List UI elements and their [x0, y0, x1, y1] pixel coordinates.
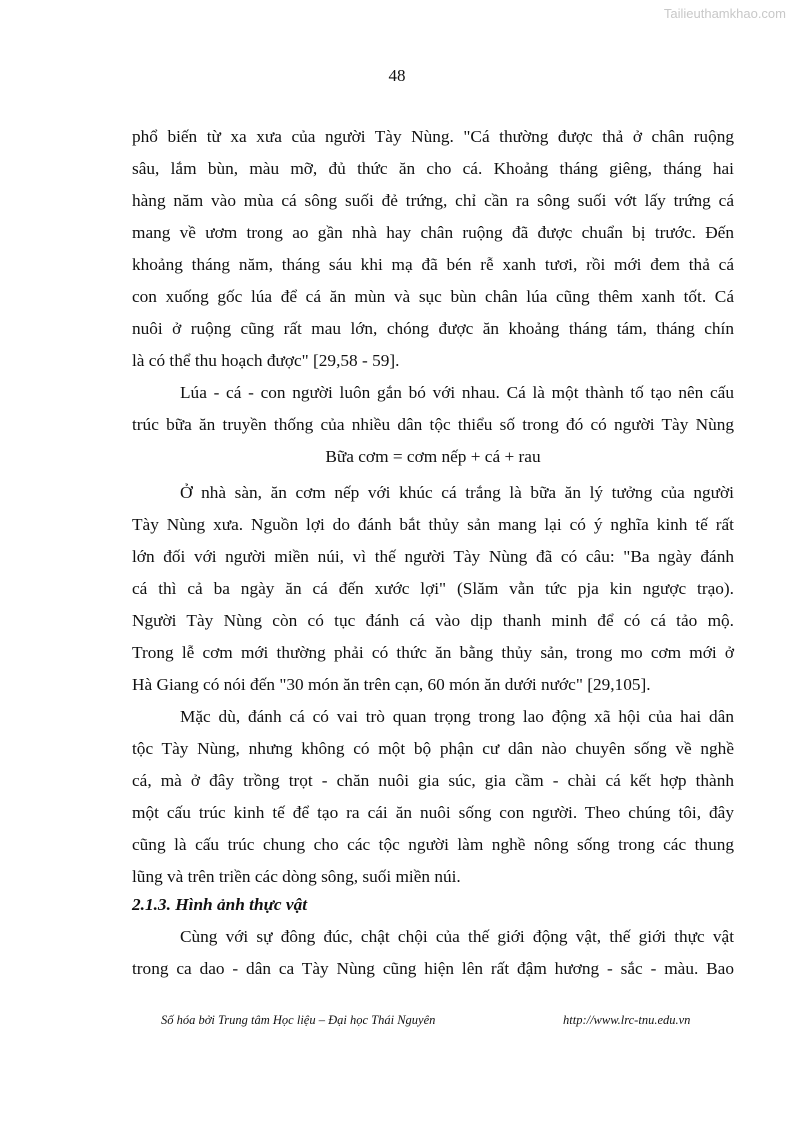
body-line: cá, mà ở đây trồng trọt - chăn nuôi gia súc, gia cầm - chài cá kết hợp thành [132, 771, 734, 790]
watermark-text: Tailieuthamkhao.com [663, 6, 786, 21]
body-line: một cấu trúc kinh tế để tạo ra cái ăn nuôi sống con người. Theo chúng tôi, đây [132, 803, 734, 822]
section-heading: 2.1.3. Hình ảnh thực vật [132, 895, 308, 914]
body-line: lũng và trên triền các dòng sông, suối miền núi. [132, 867, 461, 886]
body-line: phổ biến từ xa xưa của người Tày Nùng. "Cá thường được thả ở chân ruộng [132, 127, 734, 146]
body-line: khoảng tháng năm, tháng sáu khi mạ đã bén rễ xanh tươi, rồi mới đem thả cá [132, 255, 734, 274]
body-line: Cùng với sự đông đúc, chật chội của thế giới động vật, thế giới thực vật [180, 927, 734, 946]
body-line: Mặc dù, đánh cá có vai trò quan trọng trong lao động xã hội của hai dân [180, 707, 734, 726]
body-line: cũng là cấu trúc chung cho các tộc người làm nghề nông sống trong các thung [132, 835, 734, 854]
body-line: cá thì cả ba ngày ăn cá đến xước lợi" (Slăm vằn tức pja kin ngược trạo). [132, 579, 734, 598]
body-line: nuôi ở ruộng cũng rất mau lớn, chóng được ăn khoảng tháng tám, tháng chín [132, 319, 734, 338]
body-line: Trong lễ cơm mới thường phải có thức ăn bằng thủy sản, trong mo cơm mới ở [132, 643, 734, 662]
body-line: trúc bữa ăn truyền thống của nhiều dân tộc thiểu số trong đó có người Tày Nùng [132, 415, 734, 434]
body-line: là có thể thu hoạch được" [29,58 - 59]. [132, 351, 400, 370]
body-line: lớn đối với người miền núi, vì thế người Tày Nùng đã có câu: "Ba ngày đánh [132, 547, 734, 566]
body-line: Lúa - cá - con người luôn gắn bó với nhau. Cá là một thành tố tạo nên cấu [180, 383, 734, 402]
body-line: trong ca dao - dân ca Tày Nùng cũng hiện lên rất đậm hương - sắc - màu. Bao [132, 959, 734, 978]
body-line: Ở nhà sàn, ăn cơm nếp với khúc cá trắng là bữa ăn lý tưởng của người [180, 483, 734, 502]
body-line: hàng năm vào mùa cá sông suối đẻ trứng, chỉ cần ra sông suối vớt lấy trứng cá [132, 191, 734, 210]
footer-url: http://www.lrc-tnu.edu.vn [563, 1013, 691, 1027]
formula-line: Bữa cơm = cơm nếp + cá + rau [325, 447, 541, 466]
footer-source: Số hóa bởi Trung tâm Học liệu – Đại học Thái Nguyên [161, 1013, 436, 1027]
body-line: sâu, lắm bùn, màu mỡ, đủ thức ăn cho cá. Khoảng tháng giêng, tháng hai [132, 159, 734, 178]
page-number: 48 [388, 66, 406, 85]
body-line: con xuống gốc lúa để cá ăn mùn và sục bùn chân lúa cũng thêm xanh tốt. Cá [132, 287, 734, 306]
body-line: Hà Giang có nói đến "30 món ăn trên cạn, 60 món ăn dưới nước" [29,105]. [132, 675, 651, 694]
body-line: mang về ươm trong ao gần nhà hay chân ruộng đã được chuẩn bị trước. Đến [132, 223, 734, 242]
body-line: tộc Tày Nùng, nhưng không có một bộ phận cư dân nào chuyên sống về nghề [132, 739, 734, 758]
body-line: Người Tày Nùng còn có tục đánh cá vào dịp thanh minh để có cá tảo mộ. [132, 611, 734, 630]
body-line: Tày Nùng xưa. Nguồn lợi do đánh bắt thủy sản mang lại có ý nghĩa kinh tế rất [132, 515, 734, 534]
